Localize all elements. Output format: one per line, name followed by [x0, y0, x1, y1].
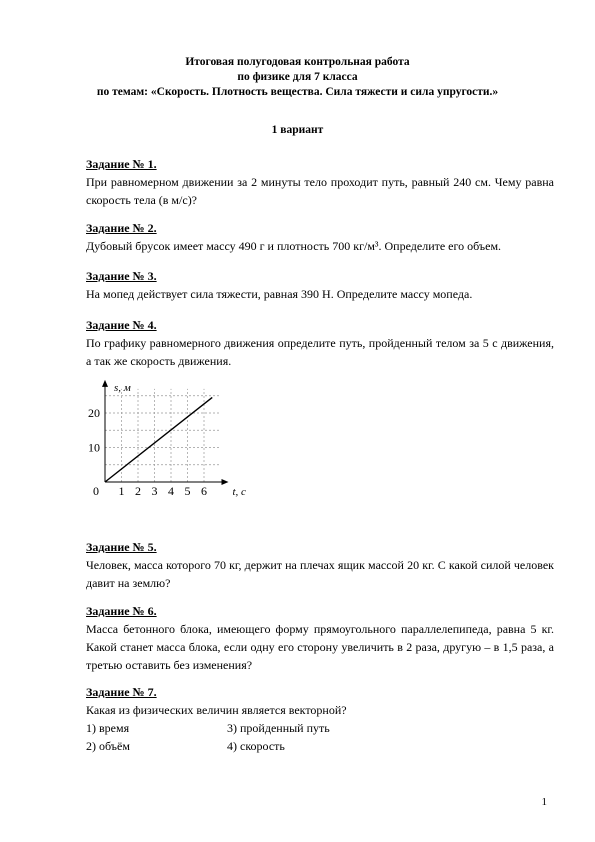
y-tick-label: 20: [88, 406, 100, 420]
origin-label: 0: [93, 484, 99, 498]
distance-time-chart: [84, 372, 264, 502]
y-axis-label: s, м: [114, 381, 131, 394]
task-title: Задание № 6.: [86, 604, 157, 618]
answer-option: 2) объём: [86, 739, 130, 753]
chart-svg: [84, 372, 264, 502]
task-7: [86, 683, 554, 755]
task-text: При равномерном движении за 2 минуты тело проходит путь, равный 240 см. Чему равна скорость тела (в м/с)?: [86, 175, 554, 207]
task-title: Задание № 3.: [86, 269, 157, 283]
y-tick-label: 10: [88, 440, 100, 455]
title-line-1: Итоговая полугодовая контрольная работа: [185, 56, 410, 68]
x-tick-label: 4: [168, 484, 174, 498]
x-tick-label: 3: [151, 484, 158, 498]
task-title: Задание № 5.: [86, 540, 157, 554]
task-3: [86, 267, 554, 303]
task-6: [86, 602, 554, 674]
task-title: Задание № 1.: [86, 157, 157, 171]
task-title: Задание № 7.: [86, 685, 157, 699]
x-tick-label: 5: [184, 484, 191, 498]
task-2: [86, 219, 554, 255]
task-text: На мопед действует сила тяжести, равная 390 Н. Определите массу мопеда.: [86, 287, 473, 301]
task-title: Задание № 4.: [86, 318, 157, 332]
task-title: Задание № 2.: [86, 221, 157, 235]
task-text: Какая из физических величин является векторной?: [86, 703, 347, 717]
series-line: [105, 397, 212, 482]
task-text: Масса бетонного блока, имеющего форму прямоугольного параллелепипеда, равна 5 кг. Какой станет масса блока, если одну его сторону увеличить в 2 раза, другую – в 1,5 раза, а третью оставить без изменения?: [86, 622, 554, 672]
answer-option: 1) время: [86, 721, 130, 735]
answer-option: 4) скорость: [227, 739, 285, 753]
answer-options: [86, 719, 554, 755]
page-number: 1: [541, 796, 547, 808]
variant-label: 1 вариант: [271, 124, 324, 136]
task-5: [86, 538, 554, 592]
task-4: [86, 316, 554, 370]
x-tick-label: 2: [135, 484, 141, 498]
y-axis-arrow: [102, 380, 108, 387]
task-text: Человек, масса которого 70 кг, держит на плечах ящик массой 20 кг. С какой силой человек давит на землю?: [86, 558, 554, 590]
task-1: [86, 155, 554, 209]
task-text: Дубовый брусок имеет массу 490 г и плотность 700 кг/м³. Определите его объем.: [86, 239, 502, 253]
x-axis-label: t, с: [232, 486, 246, 498]
task-text: По графику равномерного движения определите путь, пройденный телом за 5 с движения, а так же скорость движения.: [86, 336, 554, 368]
answer-option: 3) пройденный путь: [227, 721, 330, 735]
title-line-3: по темам: «Скорость. Плотность вещества. Сила тяжести и сила упругости.»: [96, 86, 499, 98]
title-line-2: по физике для 7 класса: [237, 71, 358, 83]
x-tick-label: 6: [201, 484, 207, 498]
x-tick-label: 1: [118, 484, 125, 498]
document-title: [70, 55, 525, 100]
x-axis-arrow: [222, 479, 229, 485]
